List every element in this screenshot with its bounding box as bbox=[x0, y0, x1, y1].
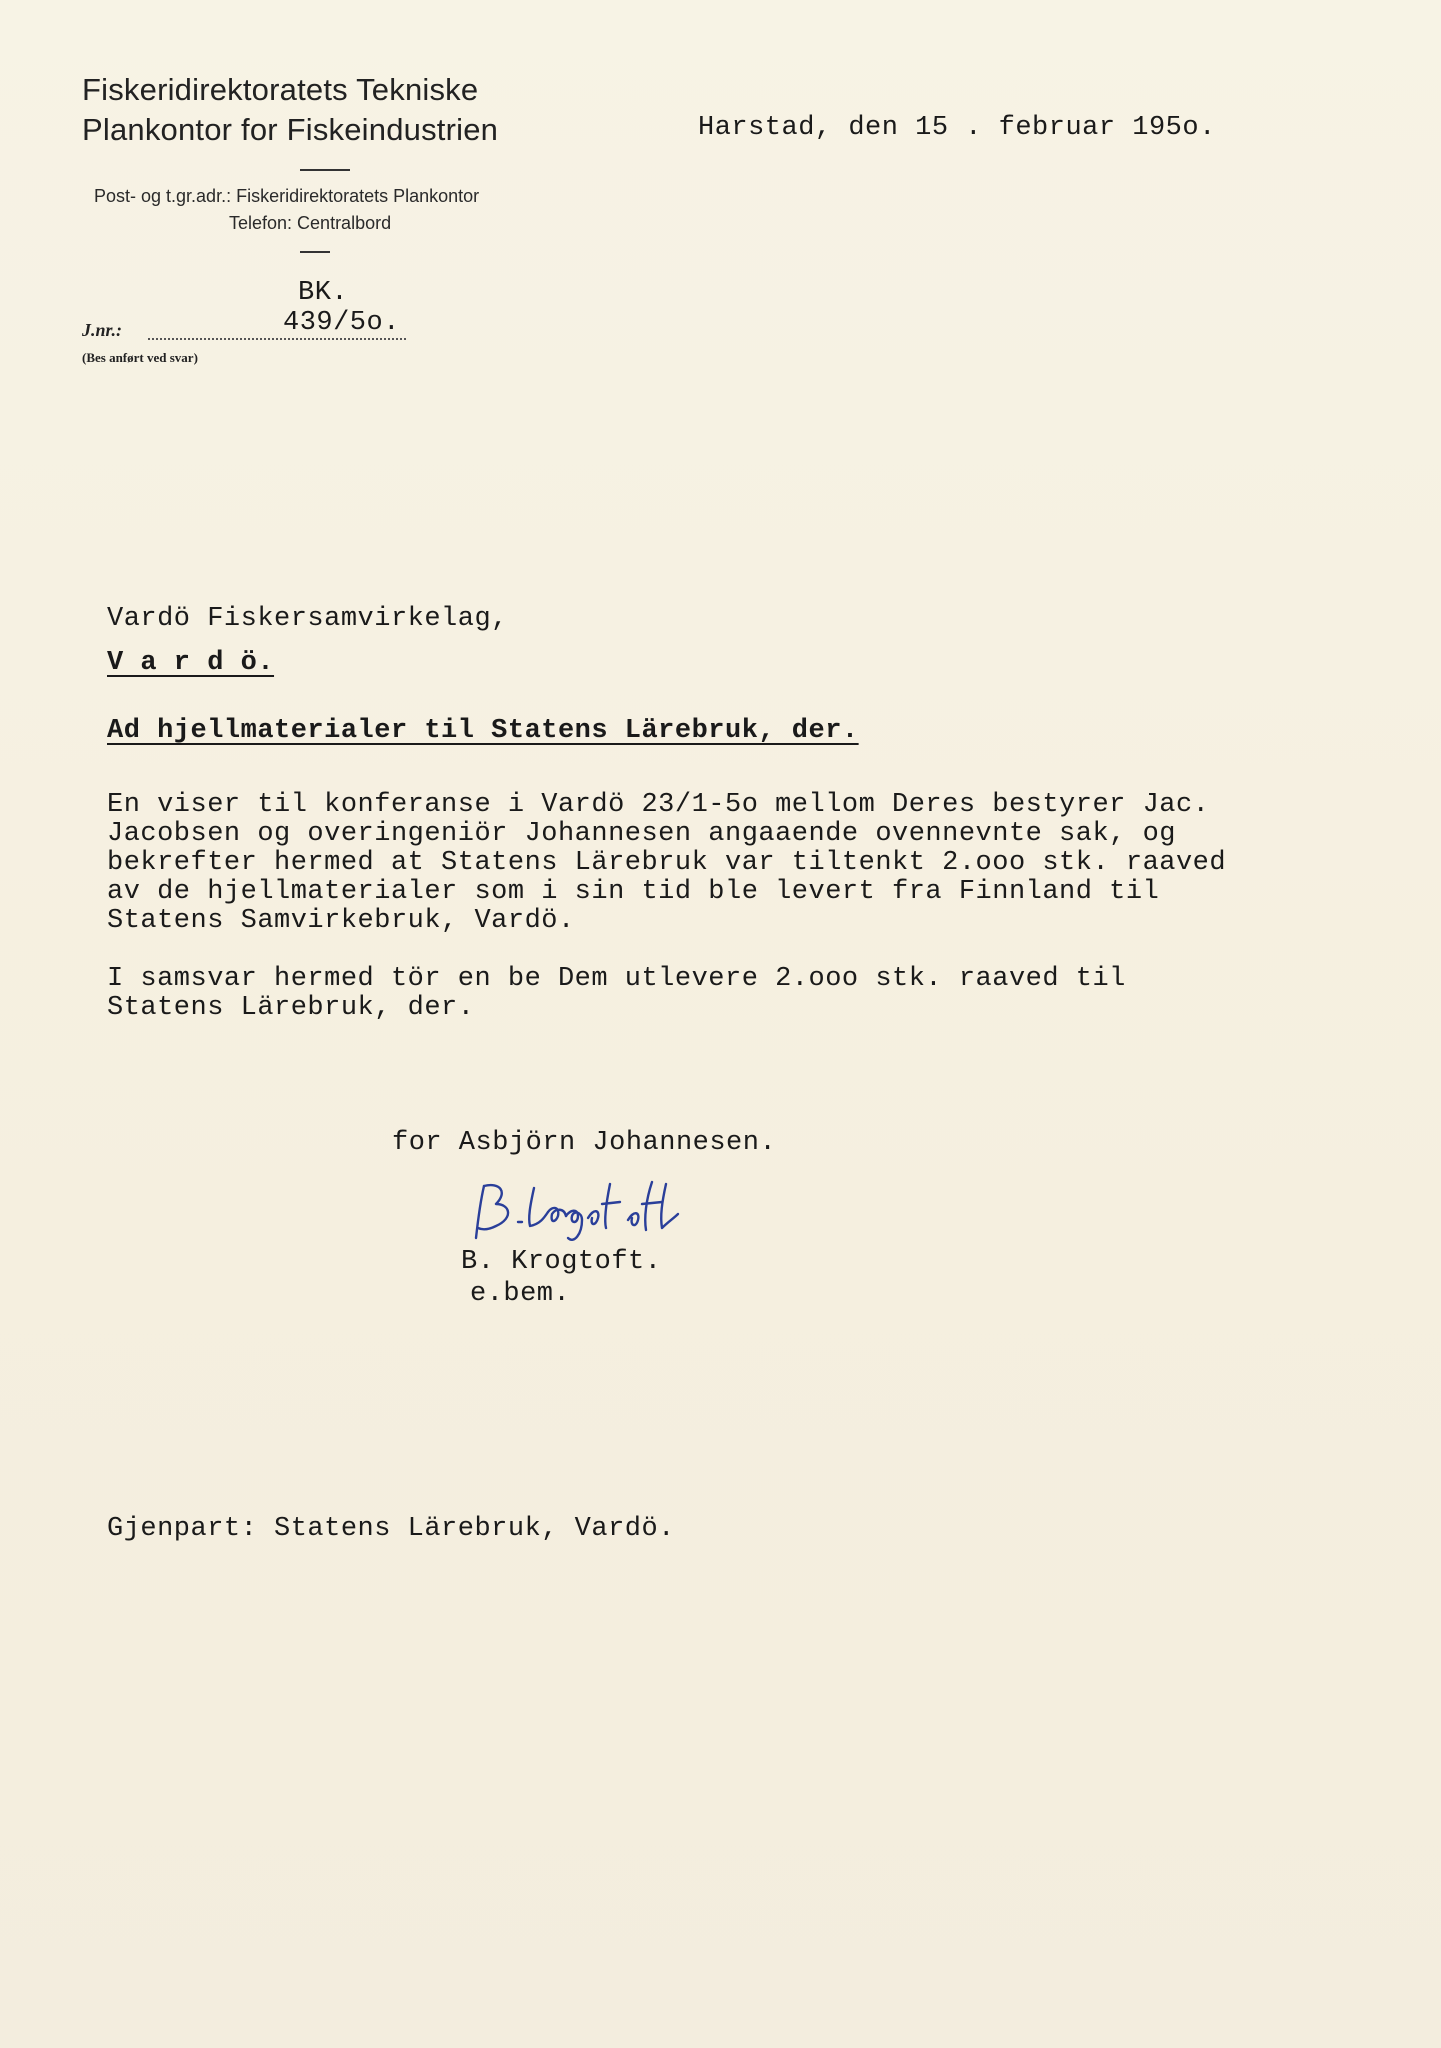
post-address: Post- og t.gr.adr.: Fiskeridirektoratets Plankontor bbox=[94, 186, 480, 206]
journal-number-line bbox=[148, 338, 406, 340]
copy-recipient-line: Gjenpart: Statens Lärebruk, Vardö. bbox=[107, 1514, 675, 1544]
body-line: Statens Samvirkebruk, Vardö. bbox=[107, 906, 575, 936]
signatory-name: B. Krogtoft. bbox=[461, 1247, 662, 1277]
recipient-place: V a r d ö. bbox=[107, 648, 275, 678]
journal-number-label: J.nr.: bbox=[82, 320, 123, 340]
reply-note: (Bes anført ved svar) bbox=[82, 350, 198, 365]
body-line: Jacobsen og overingeniör Johannesen angaaende ovennevnte sak, og bbox=[107, 819, 1176, 849]
telephone: Telefon: Centralbord bbox=[229, 213, 392, 233]
org-name-line1: Fiskeridirektoratets Tekniske bbox=[82, 72, 479, 107]
for-line: for Asbjörn Johannesen. bbox=[392, 1128, 777, 1158]
letterhead bbox=[82, 70, 602, 150]
body-line: Statens Lärebruk, der. bbox=[107, 993, 475, 1023]
body-line: En viser til konferanse i Vardö 23/1-5o mellom Deres bestyrer Jac. bbox=[107, 790, 1210, 820]
reference-initials: BK. bbox=[298, 278, 349, 308]
org-name-line2: Plankontor for Fiskeindustrien bbox=[82, 112, 499, 147]
body-line: I samsvar hermed tör en be Dem utlevere 2.ooo stk. raaved til bbox=[107, 964, 1126, 994]
subject-line: Ad hjellmaterialer til Statens Lärebruk, der. bbox=[107, 716, 859, 746]
handwritten-signature bbox=[470, 1178, 685, 1248]
letterhead-divider-bottom bbox=[300, 251, 330, 253]
date-line: Harstad, den 15 . februar 195o. bbox=[698, 113, 1216, 143]
recipient-name: Vardö Fiskersamvirkelag, bbox=[107, 604, 508, 634]
signatory-abbreviation: e.bem. bbox=[470, 1279, 571, 1309]
body-line: av de hjellmaterialer som i sin tid ble levert fra Finnland til bbox=[107, 877, 1160, 907]
body-line: bekrefter hermed at Statens Lärebruk var tiltenkt 2.ooo stk. raaved bbox=[107, 848, 1227, 878]
reference-number: 439/5o. bbox=[283, 308, 400, 338]
letterhead-divider-top bbox=[300, 169, 350, 171]
